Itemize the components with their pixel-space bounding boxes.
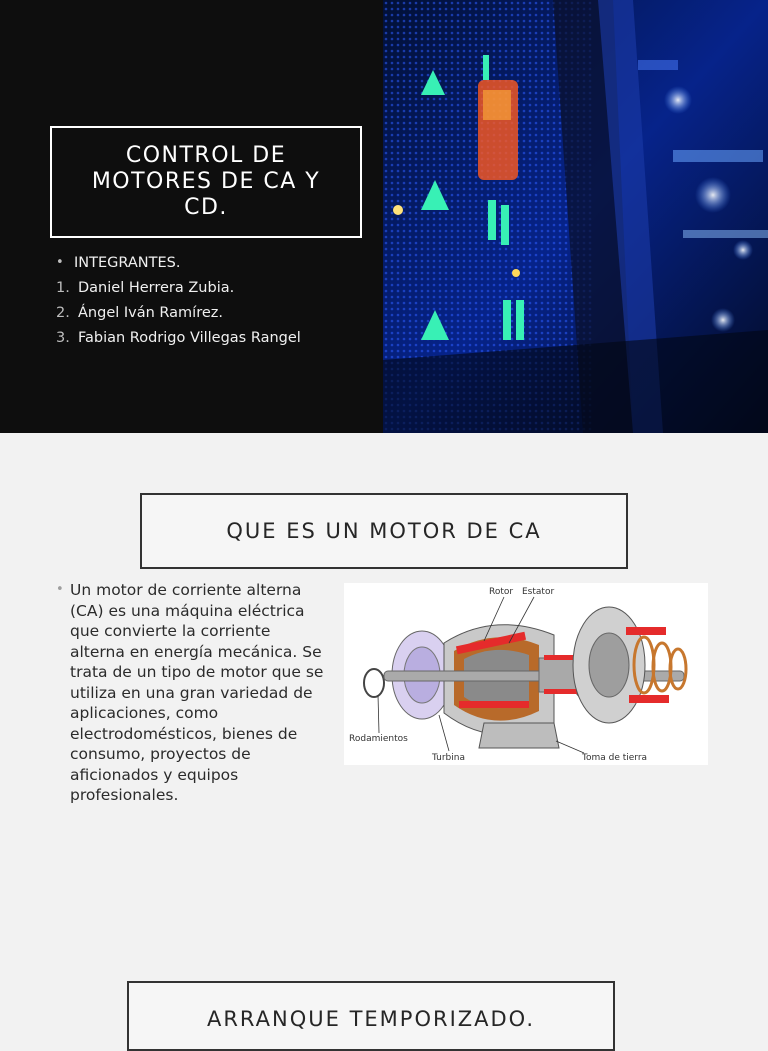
list-item-heading: • INTEGRANTES. bbox=[56, 254, 376, 279]
bullet-icon: • bbox=[56, 255, 64, 270]
members-list bbox=[56, 254, 376, 354]
bullet-icon: • bbox=[56, 582, 64, 597]
turbine-label: Turbina bbox=[432, 753, 465, 763]
list-item: 3. Fabian Rodrigo Villegas Rangel bbox=[56, 330, 301, 346]
section-heading: QUE ES UN MOTOR DE CA bbox=[226, 519, 542, 543]
title-slide bbox=[0, 0, 768, 433]
description-block bbox=[56, 580, 328, 806]
ac-motor-diagram bbox=[344, 583, 708, 765]
rotor-label: Rotor bbox=[489, 587, 514, 597]
section-heading-box-2 bbox=[127, 981, 615, 1051]
title-box bbox=[50, 126, 362, 238]
section-heading-2: ARRANQUE TEMPORIZADO. bbox=[206, 1007, 536, 1031]
ground-label: Toma de tierra bbox=[582, 753, 648, 763]
section-heading-box bbox=[140, 493, 628, 569]
list-item: 1. Daniel Herrera Zubia. bbox=[56, 280, 235, 296]
description-text: Un motor de corriente alterna (CA) es una máquina eléctrica que convierte la corriente alterna en energía mecánica. Se trata de un tipo de motor que se utiliza en una gran variedad de aplicaciones, como electrodomésticos, bienes de consumo, proyectos de aficionados y equipos profesionales. bbox=[70, 581, 324, 804]
slide-title: CONTROL DE MOTORES DE CA Y CD. bbox=[91, 143, 321, 220]
bearings-label: Rodamientos bbox=[349, 734, 408, 744]
list-item: 2. Ángel Iván Ramírez. bbox=[56, 305, 223, 321]
stock-ticker-photo bbox=[383, 0, 768, 433]
stator-label: Estator bbox=[522, 587, 555, 597]
